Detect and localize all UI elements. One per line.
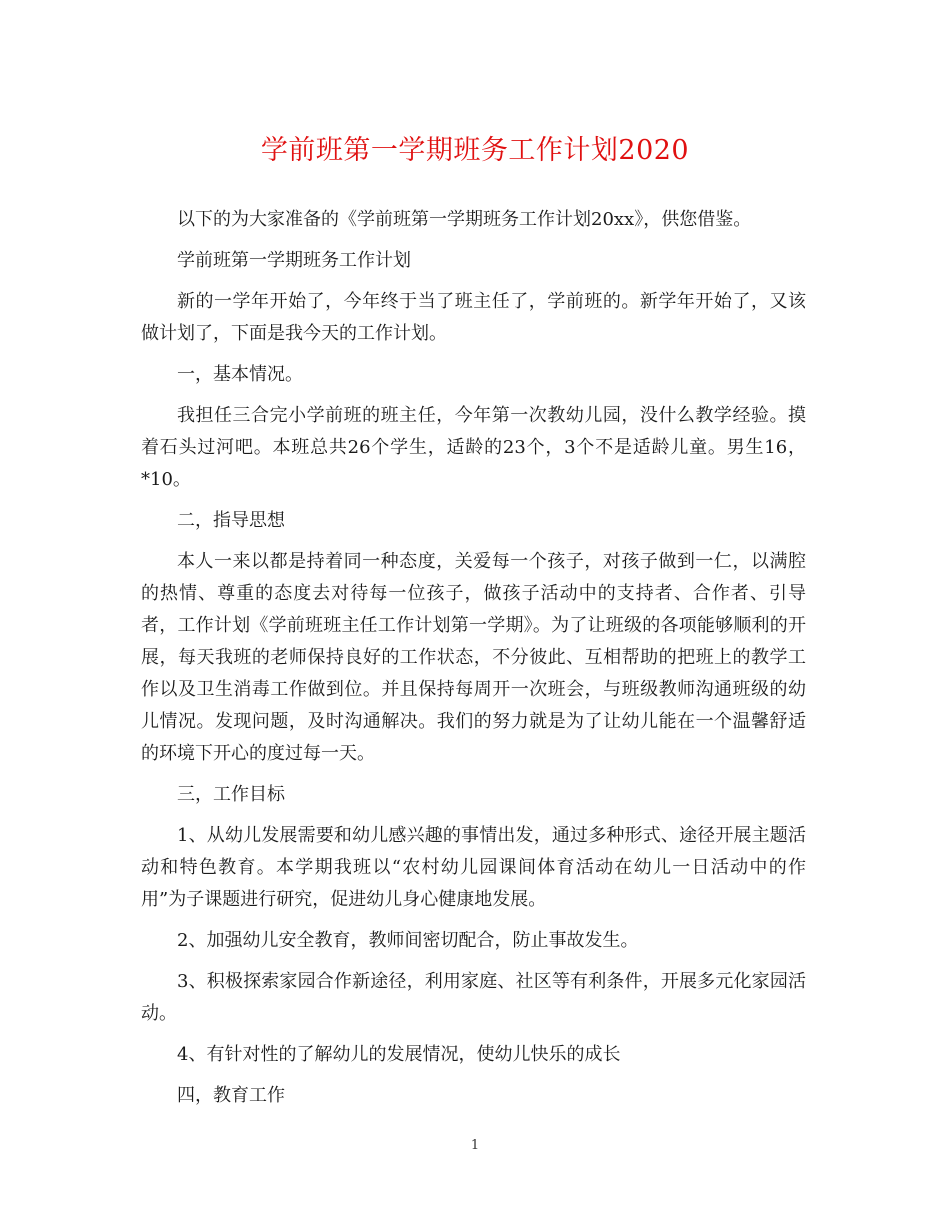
section-heading-guiding-thought: 二，指导思想: [177, 510, 285, 531]
subtitle-paragraph: 学前班第一学期班务工作计划: [177, 250, 411, 271]
section-heading-basic-situation: 一，基本情况。: [177, 364, 303, 385]
section-heading-education-work: 四，教育工作: [177, 1085, 285, 1106]
page-number: 1: [470, 1138, 480, 1153]
goal-item-2: 2、加强幼儿安全教育，教师间密切配合，防止事故发生。: [177, 930, 639, 951]
basic-situation-paragraph: 我担任三合完小学前班的班主任，今年第一次教幼儿园，没什么教学经验。摸着石头过河吧。本班总共26个学生，适龄的23个，3个不是适龄儿童。男生16，*10。: [141, 405, 806, 490]
opening-paragraph: 新的一学年开始了，今年终于当了班主任了，学前班的。新学年开始了，又该做计划了，下面是我今天的工作计划。: [141, 291, 806, 344]
document-title: 学前班第一学期班务工作计划2020: [260, 135, 690, 166]
goal-item-4: 4、有针对性的了解幼儿的发展情况，使幼儿快乐的成长: [177, 1044, 621, 1065]
goal-item-1: 1、从幼儿发展需要和幼儿感兴趣的事情出发，通过多种形式、途径开展主题活动和特色教育。本学期我班以“农村幼儿园课间体育活动在幼儿一日活动中的作用”为子课题进行研究，促进幼儿身心健康地发展。: [141, 825, 806, 910]
guiding-thought-paragraph: 本人一来以都是持着同一种态度，关爱每一个孩子，对孩子做到一仁，以满腔的热情、尊重的态度去对待每一位孩子，做孩子活动中的支持者、合作者、引导者，工作计划《学前班班主任工作计划第一学期》。为了让班级的各项能够顺利的开展，每天我班的老师保持良好的工作状态，不分彼此、互相帮助的把班上的教学工作以及卫生消毒工作做到位。并且保持每周开一次班会，与班级教师沟通班级的幼儿情况。发现问题，及时沟通解决。我们的努力就是为了让幼儿能在一个温馨舒适的环境下开心的度过每一天。: [141, 551, 806, 764]
goal-item-3: 3、积极探索家园合作新途径，利用家庭、社区等有利条件，开展多元化家园活动。: [141, 971, 806, 1024]
document-body: [141, 204, 806, 1121]
intro-paragraph: 以下的为大家准备的《学前班第一学期班务工作计划20xx》，供您借鉴。: [177, 209, 752, 230]
section-heading-work-goals: 三，工作目标: [177, 784, 285, 805]
